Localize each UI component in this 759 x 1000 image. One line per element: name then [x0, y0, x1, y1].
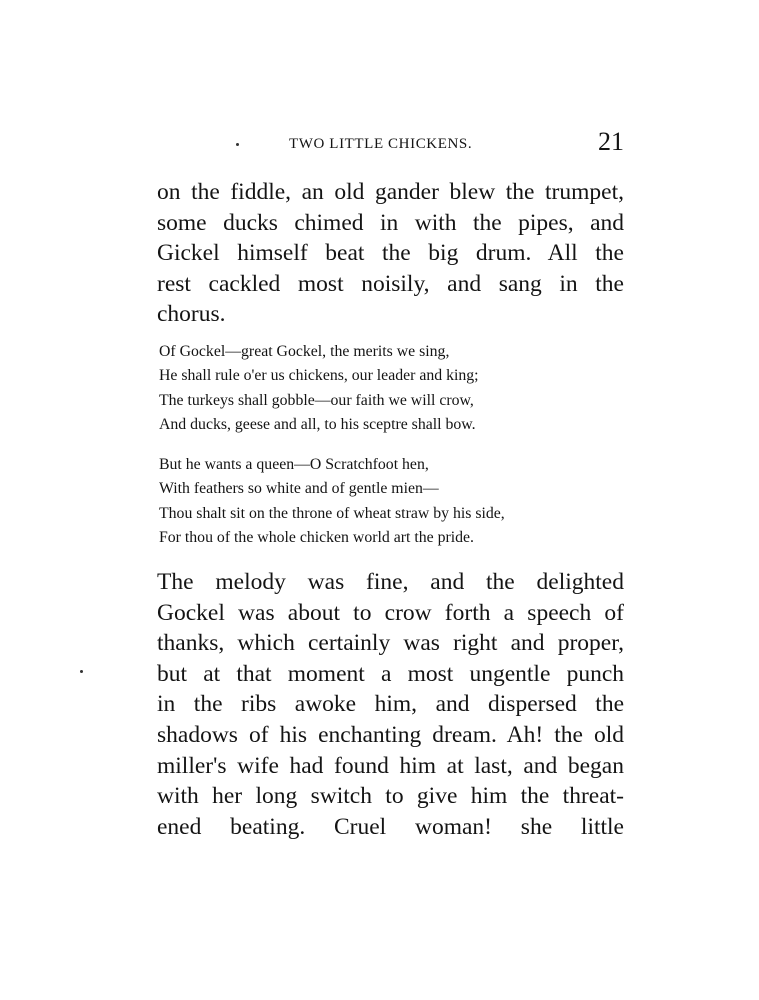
text-line: with her long switch to give him the threat- [157, 783, 624, 810]
text-line: Gockel was about to crow forth a speech of [157, 599, 624, 626]
text-line: Gickel himself beat the big drum. All the [157, 240, 624, 267]
page-number: 21 [598, 127, 624, 156]
verse-line: Of Gockel—great Gockel, the merits we sing, [159, 343, 450, 360]
verse-line: For thou of the whole chicken world art the pride. [159, 529, 474, 547]
text-line: shadows of his enchanting dream. Ah! the old [157, 721, 624, 748]
text-line: in the ribs awoke him, and dispersed the [157, 691, 624, 718]
text-line: miller's wife had found him at last, and began [157, 752, 624, 779]
print-speck [80, 670, 83, 673]
text-line: The melody was fine, and the delighted [157, 569, 624, 595]
text-line: some ducks chimed in with the pipes, and [157, 209, 624, 236]
text-line: on the fiddle, an old gander blew the trumpet, [157, 179, 624, 205]
page-header [157, 128, 624, 164]
verse-line: Thou shalt sit on the throne of wheat straw by his side, [159, 504, 505, 522]
text-line: chorus. [157, 301, 226, 328]
paragraph-2 [157, 567, 624, 842]
verse-stanza-2 [159, 453, 629, 551]
text-line: rest cackled most noisily, and sang in the [157, 270, 624, 297]
running-head: TWO LITTLE CHICKENS. [289, 136, 473, 152]
verse-line: But he wants a queen—O Scratchfoot hen, [159, 456, 429, 473]
verse-stanza-1 [159, 340, 629, 438]
verse-line: He shall rule o'er us chickens, our leader and king; [159, 367, 479, 385]
verse-line: With feathers so white and of gentle mien— [159, 480, 439, 498]
text-line: thanks, which certainly was right and proper, [157, 630, 624, 657]
verse-line: The turkeys shall gobble—our faith we will crow, [159, 391, 474, 409]
paragraph-1 [157, 177, 624, 330]
verse-line: And ducks, geese and all, to his sceptre shall bow. [159, 416, 476, 434]
text-line: ened beating. Cruel woman! she little [157, 813, 624, 840]
text-line: but at that moment a most ungentle punch [157, 660, 624, 687]
